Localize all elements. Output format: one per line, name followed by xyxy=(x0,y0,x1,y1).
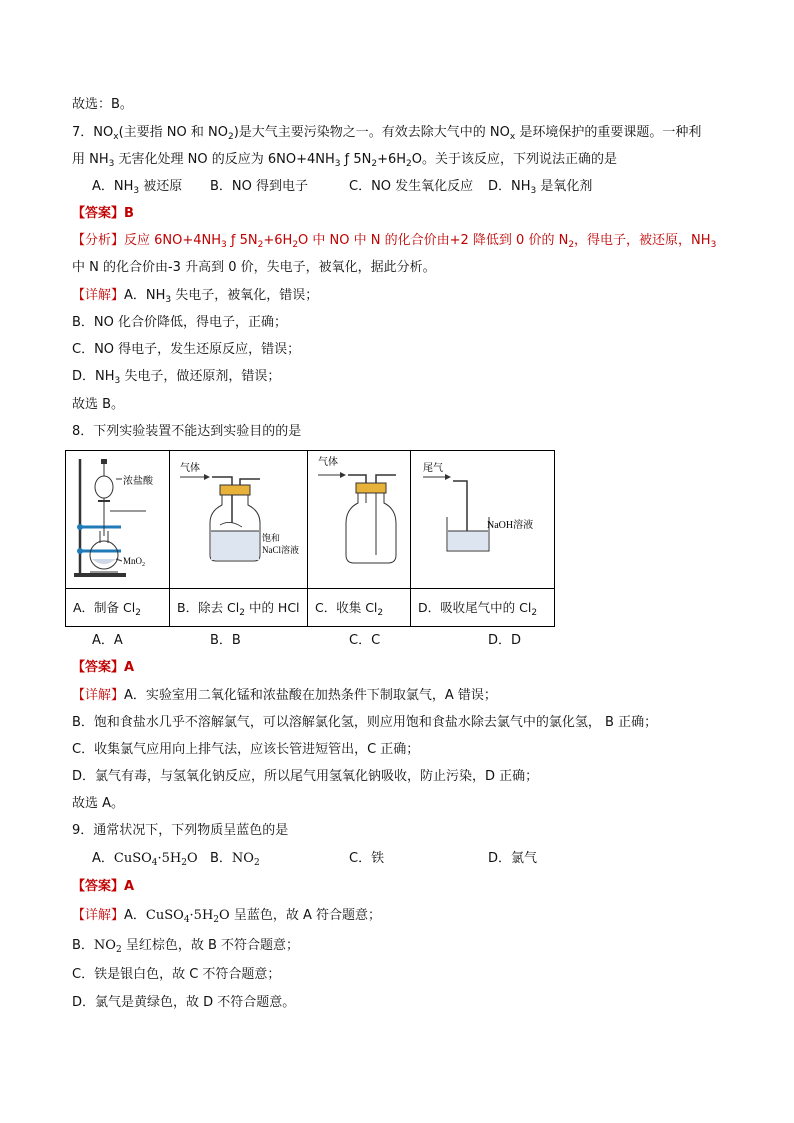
q8-caption-d: D．吸收尾气中的 $Cl_2$ xyxy=(411,589,555,627)
svg-text:饱和: 饱和 xyxy=(262,533,281,543)
q9-detail-a: 【详解】A．$CuSO_4\cdot 5H_2O$ 呈蓝色，故 A 符合题意； xyxy=(72,908,381,925)
q7-option-c: C．NO 发生氧化反应 xyxy=(349,179,474,194)
q8-image-d xyxy=(411,451,555,589)
q8-image-b xyxy=(170,451,308,589)
q7-analysis-line2: 中 N 的化合价由-3 升高到 0 价，失电子，被氧化，据此分析。 xyxy=(72,260,436,275)
q8-final: 故选 A。 xyxy=(72,796,125,811)
top-answer: 故选：B。 xyxy=(72,97,133,112)
svg-text:MnO2: MnO$_2$ xyxy=(123,556,146,568)
q8-caption-b: B．除去 $Cl_2$ 中的 HCl xyxy=(170,589,308,627)
q8-option-b: B．B xyxy=(210,633,241,648)
q8-apparatus-table xyxy=(65,450,555,627)
q8-answer: 【答案】A xyxy=(72,660,135,675)
q8-stem: 8．下列实验装置不能达到实验目的的是 xyxy=(72,424,302,439)
q7-analysis-line1: 【分析】反应 $6NO+4NH_3$ ƒ $5N_2+6H_2O$ 中 NO 中 N 的化合价由+2 降低到 0 价的 $N_2$，得电子，被还原，$NH_3$ xyxy=(72,233,717,250)
q8-image-c xyxy=(308,451,411,589)
q8-caption-a: A．制备 $Cl_2$ xyxy=(66,589,170,627)
svg-text:气体: 气体 xyxy=(180,463,200,474)
q7-detail-b: B．NO 化合价降低，得电子，正确； xyxy=(72,315,288,330)
q8-detail-d: D．氯气有毒，与氢氧化钠反应，所以尾气用氢氧化钠吸收，防止污染，D 正确； xyxy=(72,769,539,784)
q9-detail-c: C．铁是银白色，故 C 不符合题意； xyxy=(72,967,281,982)
q7-option-d: D．$NH_3$ 是氧化剂 xyxy=(488,179,593,196)
q7-option-a: A．$NH_3$ 被还原 xyxy=(92,179,183,196)
gas-collection-bottle-illustration xyxy=(308,451,410,585)
q9-option-c: C．铁 xyxy=(349,851,385,866)
q7-detail-d: D．$NH_3$ 失电子，做还原剂，错误； xyxy=(72,369,281,386)
q8-detail-c: C．收集氯气应用向上排气法，应该长管进短管出，C 正确； xyxy=(72,742,420,757)
q7-answer: 【答案】B xyxy=(72,206,134,221)
q7-option-b: B．NO 得到电子 xyxy=(210,179,309,194)
q7-final: 故选 B。 xyxy=(72,397,125,412)
q9-detail-b: B．$NO_2$ 呈红棕色，故 B 不符合题意； xyxy=(72,938,300,955)
svg-text:NaCl溶液: NaCl溶液 xyxy=(262,545,299,555)
q8-option-d: D．D xyxy=(488,633,522,648)
gas-washing-bottle-illustration xyxy=(170,451,307,585)
svg-text:浓盐酸: 浓盐酸 xyxy=(123,476,153,487)
q7-detail-a: 【详解】A．$NH_3$ 失电子，被氧化，错误； xyxy=(72,288,319,305)
q8-image-a xyxy=(66,451,170,589)
q9-option-b: B．$NO_2$ xyxy=(210,851,260,868)
tail-gas-absorption-illustration xyxy=(411,451,554,585)
q7-detail-c: C．NO 得电子，发生还原反应，错误； xyxy=(72,342,301,357)
q7-stem-line1: 7．$NO_x$(主要指 NO 和 $NO_2$)是大气主要污染物之一。有效去除大气中的 $NO_x$ 是环境保护的重要课题。一种利 xyxy=(72,125,702,142)
q8-option-a: A．A xyxy=(92,633,123,648)
q7-stem-line2: 用 $NH_3$ 无害化处理 NO 的反应为 $6NO+4NH_3$ ƒ $5N_2+6H_2O$。关于该反应，下列说法正确的是 xyxy=(72,152,617,169)
q8-caption-c: C．收集 $Cl_2$ xyxy=(308,589,411,627)
q8-detail-b: B．饱和食盐水几乎不溶解氯气，可以溶解氯化氢，则应用饱和食盐水除去氯气中的氯化氢， B 正确； xyxy=(72,715,658,730)
q8-detail-a: 【详解】A．实验室用二氧化锰和浓盐酸在加热条件下制取氯气，A 错误； xyxy=(72,688,497,703)
q9-stem: 9．通常状况下，下列物质呈蓝色的是 xyxy=(72,823,289,838)
chlorine-generator-illustration xyxy=(66,451,169,585)
svg-text:气体: 气体 xyxy=(318,457,338,468)
q9-answer: 【答案】A xyxy=(72,879,135,894)
q9-option-d: D．氯气 xyxy=(488,851,538,866)
svg-text:尾气: 尾气 xyxy=(423,463,443,474)
q9-option-a: A．$CuSO_4\cdot 5H_2O$ xyxy=(92,851,198,868)
svg-text:NaOH溶液: NaOH溶液 xyxy=(487,520,534,531)
q9-detail-d: D．氯气是黄绿色，故 D 不符合题意。 xyxy=(72,995,296,1010)
q8-option-c: C．C xyxy=(349,633,381,648)
